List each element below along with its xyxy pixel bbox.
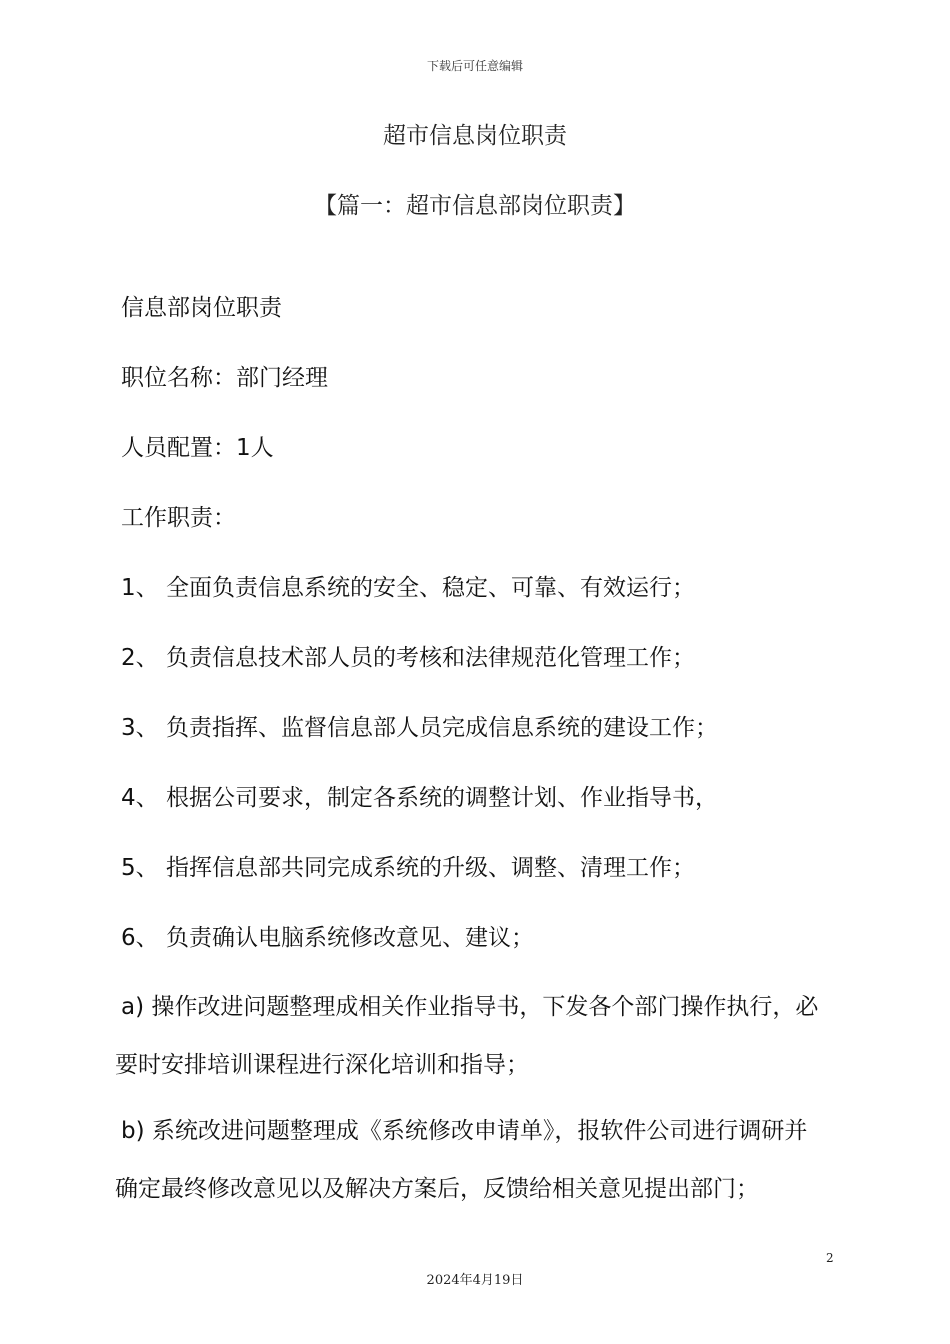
header-note: 下载后可任意编辑	[426, 59, 523, 73]
section-title: 【篇一：超市信息部岗位职责】	[314, 193, 636, 219]
duties-label: 工作职责：	[121, 505, 236, 531]
page-number: 2	[826, 1251, 834, 1265]
footer-date: 2024年4月19日	[426, 1273, 524, 1288]
sub-item-b-line1: b) 系统改进问题整理成《系统修改申请单》，报软件公司进行调研并	[121, 1118, 808, 1144]
staffing: 人员配置：1人	[121, 435, 274, 461]
sub-item-a	[115, 978, 830, 1094]
document-title: 超市信息岗位职责	[383, 123, 567, 149]
duty-item: 2、 负责信息技术部人员的考核和法律规范化管理工作；	[121, 645, 695, 671]
duty-item: 6、 负责确认电脑系统修改意见、建议；	[121, 925, 534, 951]
sub-item-a-line2: 要时安排培训课程进行深化培训和指导；	[115, 1052, 529, 1078]
position-name: 职位名称：部门经理	[121, 365, 328, 391]
sub-item-b	[115, 1102, 830, 1218]
duty-item: 1、 全面负责信息系统的安全、稳定、可靠、有效运行；	[121, 575, 695, 601]
duty-item: 3、 负责指挥、监督信息部人员完成信息系统的建设工作；	[121, 715, 718, 741]
sub-item-b-line2: 确定最终修改意见以及解决方案后，反馈给相关意见提出部门；	[115, 1176, 759, 1202]
heading: 信息部岗位职责	[121, 295, 282, 321]
duty-item: 4、 根据公司要求，制定各系统的调整计划、作业指导书，	[121, 785, 718, 811]
duty-item: 5、 指挥信息部共同完成系统的升级、调整、清理工作；	[121, 855, 695, 881]
sub-item-a-line1: a) 操作改进问题整理成相关作业指导书，下发各个部门操作执行，必	[121, 994, 819, 1020]
